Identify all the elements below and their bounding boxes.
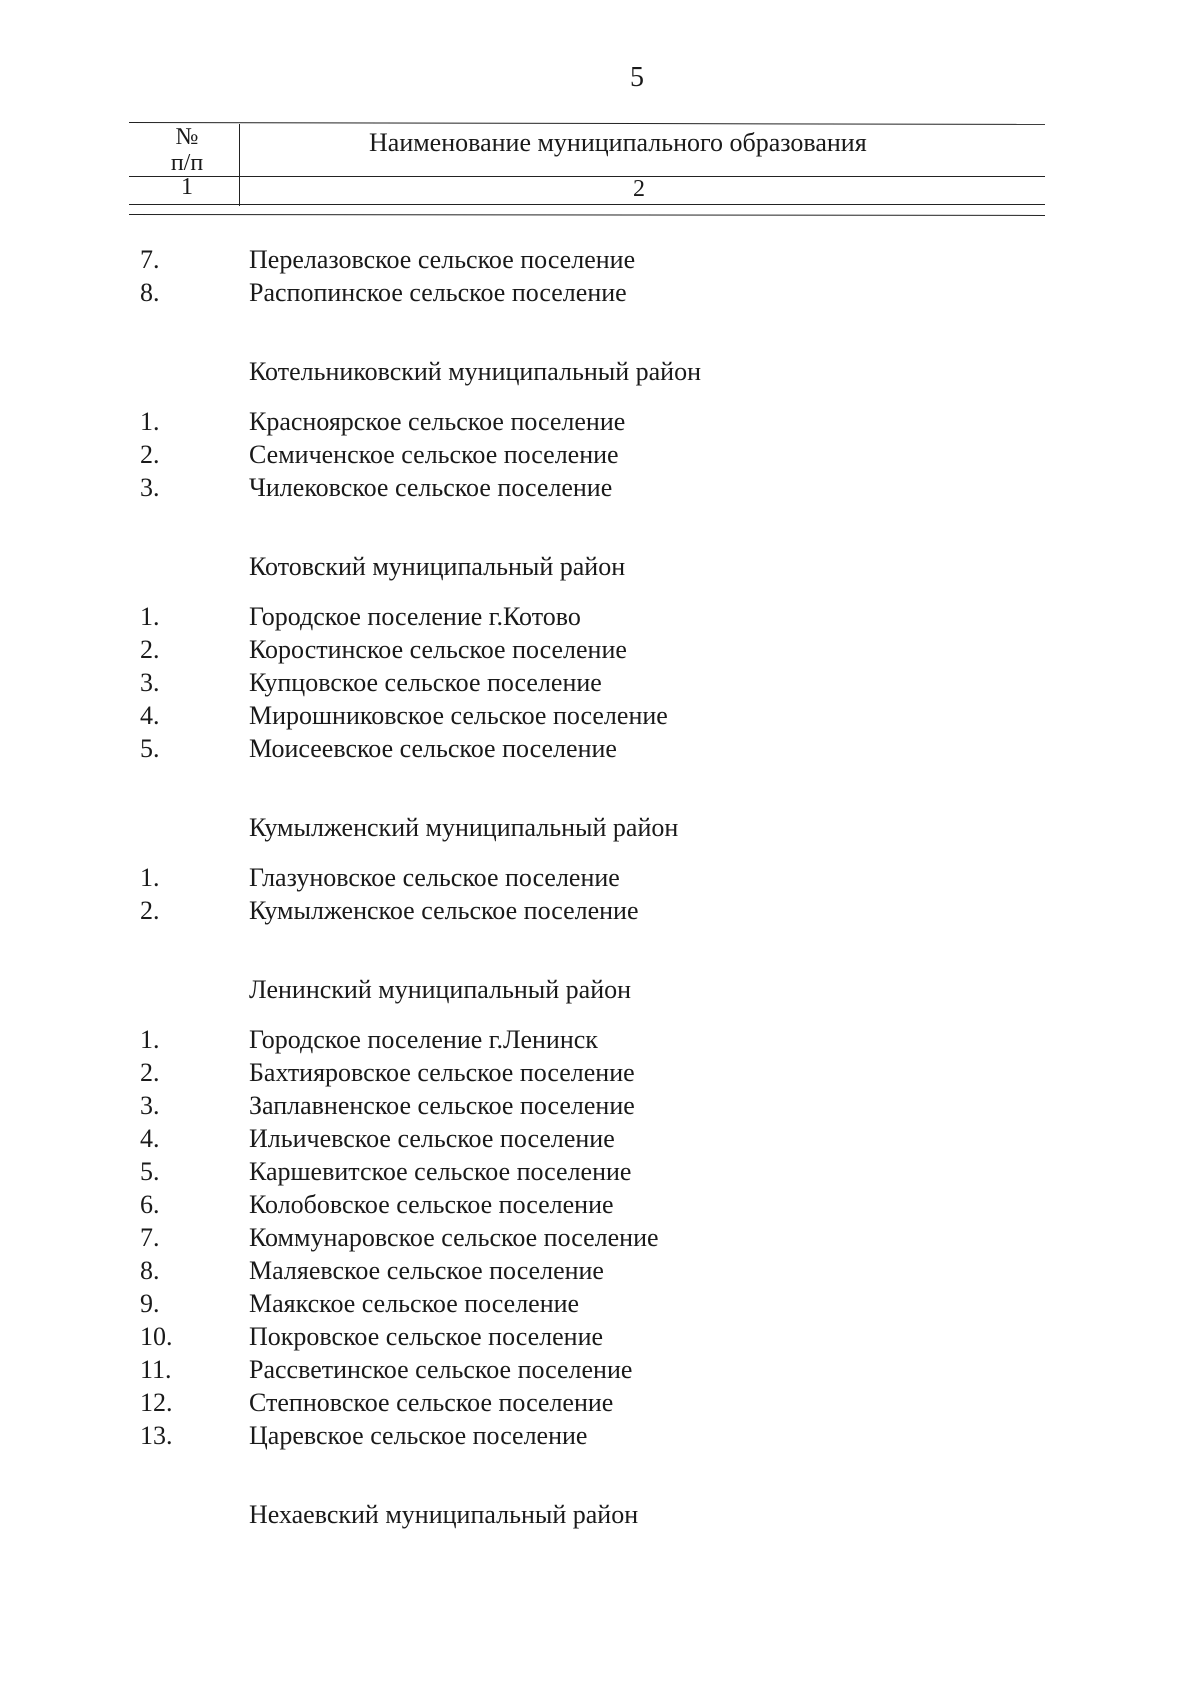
list-item	[0, 1320, 1200, 1353]
header-numbers-rule	[129, 204, 1045, 205]
municipality-list	[0, 243, 1200, 1548]
list-item	[0, 1353, 1200, 1386]
list-item	[0, 471, 1200, 504]
district-heading	[0, 795, 1200, 861]
header-top-rule	[129, 122, 1045, 125]
list-item-name: Заплавненское сельское поселение	[249, 1091, 635, 1120]
list-item-number: 3.	[140, 473, 160, 502]
header-column-1-number: 1	[181, 174, 193, 200]
list-item	[0, 438, 1200, 471]
list-item-name: Глазуновское сельское поселение	[249, 863, 620, 892]
list-item-number: 7.	[140, 245, 160, 274]
list-item	[0, 666, 1200, 699]
list-item-number: 1.	[140, 602, 160, 631]
list-item	[0, 633, 1200, 666]
list-item-number: 4.	[140, 1124, 160, 1153]
list-item-number: 2.	[140, 440, 160, 469]
list-item-number: 6.	[140, 1190, 160, 1219]
list-item	[0, 1386, 1200, 1419]
list-item-name: Маякское сельское поселение	[249, 1289, 580, 1318]
list-item	[0, 1023, 1200, 1056]
header-number-sign: №	[175, 124, 199, 150]
list-item-name: Ильичевское сельское поселение	[249, 1124, 615, 1153]
list-item-number: 1.	[140, 1025, 160, 1054]
list-item-number: 2.	[140, 896, 160, 925]
page-number: 5	[630, 62, 644, 93]
list-item-name: Маляевское сельское поселение	[249, 1256, 604, 1285]
list-item-name: Кумылженское сельское поселение	[249, 896, 639, 925]
header-column-divider	[239, 124, 240, 206]
header-column-2-number: 2	[633, 176, 645, 202]
list-item	[0, 600, 1200, 633]
district-name: Кумылженский муниципальный район	[249, 813, 679, 842]
district-heading	[0, 957, 1200, 1023]
list-item	[0, 1221, 1200, 1254]
list-item-number: 8.	[140, 1256, 160, 1285]
list-item	[0, 894, 1200, 927]
list-item-number: 2.	[140, 1058, 160, 1087]
list-item	[0, 276, 1200, 309]
list-item-name: Колобовское сельское поселение	[249, 1190, 614, 1219]
list-item-number: 10.	[140, 1322, 173, 1351]
district-name: Ленинский муниципальный район	[249, 975, 632, 1004]
list-item-name: Коммунаровское сельское поселение	[249, 1223, 659, 1252]
list-item-name: Каршевитское сельское поселение	[249, 1157, 632, 1186]
list-item-name: Покровское сельское поселение	[249, 1322, 604, 1351]
list-item-name: Красноярское сельское поселение	[249, 407, 626, 436]
list-item-name: Городское поселение г.Ленинск	[249, 1025, 598, 1054]
district-heading	[0, 339, 1200, 405]
list-item-number: 3.	[140, 668, 160, 697]
list-item-number: 7.	[140, 1223, 160, 1252]
list-item	[0, 1419, 1200, 1452]
district-heading	[0, 534, 1200, 600]
list-item-name: Царевское сельское поселение	[249, 1421, 588, 1450]
list-item-name: Рассветинское сельское поселение	[249, 1355, 633, 1384]
list-item-number: 13.	[140, 1421, 173, 1450]
list-item	[0, 243, 1200, 276]
header-bottom-rule	[129, 214, 1045, 216]
list-item	[0, 1122, 1200, 1155]
list-item-name: Коростинское сельское поселение	[249, 635, 627, 664]
list-item	[0, 699, 1200, 732]
district-name: Нехаевский муниципальный район	[249, 1500, 639, 1529]
header-name-label: Наименование муниципального образования	[369, 128, 867, 157]
list-item-number: 5.	[140, 1157, 160, 1186]
list-item-number: 8.	[140, 278, 160, 307]
header-number-abbrev: п/п	[170, 150, 204, 176]
list-item-name: Степновское сельское поселение	[249, 1388, 614, 1417]
list-item-name: Чилековское сельское поселение	[249, 473, 613, 502]
list-item-name: Семиченское сельское поселение	[249, 440, 619, 469]
list-item-name: Городское поселение г.Котово	[249, 602, 581, 631]
district-heading	[0, 1482, 1200, 1548]
list-item-name: Моисеевское сельское поселение	[249, 734, 617, 763]
header-mid-rule	[129, 176, 1045, 177]
list-item-name: Купцовское сельское поселение	[249, 668, 602, 697]
header-number-label	[151, 124, 223, 176]
list-item	[0, 1089, 1200, 1122]
list-item-number: 5.	[140, 734, 160, 763]
list-item-name: Распопинское сельское поселение	[249, 278, 627, 307]
list-item-name: Перелазовское сельское поселение	[249, 245, 636, 274]
list-item	[0, 1287, 1200, 1320]
list-item	[0, 1056, 1200, 1089]
table-header	[129, 122, 1045, 214]
list-item	[0, 1188, 1200, 1221]
list-item	[0, 405, 1200, 438]
district-name: Котельниковский муниципальный район	[249, 357, 701, 386]
list-item-number: 9.	[140, 1289, 160, 1318]
list-item-number: 1.	[140, 407, 160, 436]
list-item-number: 3.	[140, 1091, 160, 1120]
list-item-number: 2.	[140, 635, 160, 664]
list-item	[0, 1155, 1200, 1188]
list-item-number: 1.	[140, 863, 160, 892]
district-name: Котовский муниципальный район	[249, 552, 626, 581]
list-item-number: 4.	[140, 701, 160, 730]
list-item-name: Мирошниковское сельское поселение	[249, 701, 668, 730]
list-item	[0, 861, 1200, 894]
list-item-name: Бахтияровское сельское поселение	[249, 1058, 635, 1087]
list-item	[0, 732, 1200, 765]
list-item-number: 12.	[140, 1388, 173, 1417]
list-item	[0, 1254, 1200, 1287]
list-item-number: 11.	[140, 1355, 172, 1384]
